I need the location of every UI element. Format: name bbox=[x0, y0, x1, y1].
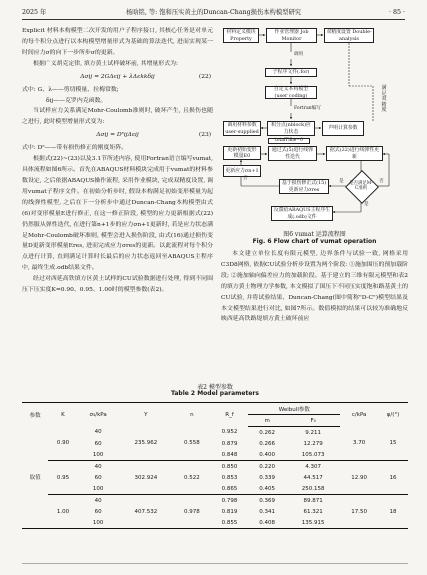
eq22-update-box: 据式(22)进行线弹性更新 bbox=[326, 146, 383, 161]
no-label: 否 bbox=[243, 176, 248, 181]
row-label-cell: 取值 bbox=[22, 427, 48, 529]
col-header-phi: φ/(°) bbox=[378, 403, 408, 427]
declare-params-box: 声明计算参数 bbox=[322, 121, 364, 136]
sigma3-cell: 40 bbox=[78, 461, 119, 473]
sigma3-cell: 40 bbox=[78, 495, 119, 507]
n-cell: 0.558 bbox=[183, 440, 200, 447]
no-label: 否 bbox=[379, 179, 384, 184]
rf-cell: 0.850 bbox=[211, 461, 249, 473]
update-initial-modulus-box: 更新初始变形模量E0 bbox=[223, 146, 261, 160]
rf-cell: 0.819 bbox=[221, 508, 238, 515]
f0-cell: 135.915 bbox=[286, 517, 340, 529]
col-header-n: n bbox=[173, 403, 211, 427]
f0-cell: 89.871 bbox=[286, 495, 340, 507]
y-cell: 302.924 bbox=[119, 461, 173, 495]
col-header-rf: R_f bbox=[211, 403, 249, 427]
f0-cell: 250.158 bbox=[301, 485, 325, 492]
rf-cell: 0.865 bbox=[221, 485, 238, 492]
m-cell: 0.405 bbox=[259, 485, 275, 492]
table-row bbox=[22, 495, 408, 507]
figure-caption-en: Fig. 6 Flow chart of vumat operation bbox=[252, 238, 377, 245]
paragraph: 式中: G、λ——剪切模量、拉梅常数; bbox=[22, 86, 119, 93]
col-header-f0: F₀ bbox=[286, 415, 340, 427]
sigma3-cell: 100 bbox=[92, 451, 104, 458]
equation-number: (22) bbox=[198, 73, 211, 80]
equation-text: Δσij = 2GΔεij + λΔεkkδij bbox=[80, 73, 155, 80]
col-header-m: m bbox=[248, 415, 286, 427]
k-cell: 0.95 bbox=[48, 461, 77, 495]
left-column bbox=[22, 26, 213, 296]
f0-cell: 9.211 bbox=[305, 429, 322, 436]
job-monitor-box: 作业管理器 Job Monitor bbox=[266, 28, 317, 43]
sigma3-cell: 60 bbox=[94, 440, 102, 447]
total-time-box: totalTime=0 bbox=[268, 138, 310, 144]
f0-cell: 61.321 bbox=[303, 508, 323, 515]
m-cell: 0.266 bbox=[259, 440, 275, 447]
col-header-c: c/kPa bbox=[340, 403, 378, 427]
figure-caption bbox=[221, 230, 408, 247]
sigma3-cell: 60 bbox=[94, 508, 102, 515]
col-header-weibull: Weibull参数 bbox=[248, 403, 340, 415]
header-title: 杨晗铭, 等: 饱和压实黄土的Duncan-Chang损伤本构模型研究 bbox=[125, 9, 302, 16]
col-header-param: 参数 bbox=[22, 403, 48, 427]
rf-cell: 0.798 bbox=[211, 495, 249, 507]
m-cell: 0.341 bbox=[259, 508, 275, 515]
double-precision-label: 满足双精度 bbox=[381, 85, 387, 114]
paragraph: 当试样应力关系满足Mohr-Coulomb准则时, 破坏产生, 且损伤也随之进行, 此时模型增量形式变为: bbox=[22, 108, 213, 126]
m-cell: 0.408 bbox=[248, 517, 286, 529]
f0-cell: 105.073 bbox=[301, 451, 325, 458]
right-body-text bbox=[221, 249, 408, 325]
fortran-label: Fortran编写 bbox=[294, 106, 321, 111]
page-bottom-rule bbox=[22, 563, 408, 564]
c-cell: 12.90 bbox=[340, 461, 378, 495]
model-parameters-table bbox=[22, 402, 408, 529]
rf-cell: 0.853 bbox=[221, 474, 238, 481]
phi-cell: 15 bbox=[389, 440, 397, 447]
subroutine-file-box: 子程序文件(.for) bbox=[265, 68, 317, 77]
table-caption-cn: 表2 模型参数 bbox=[197, 384, 233, 391]
c-cell: 3.70 bbox=[353, 440, 366, 447]
equation-text: Δσij = DᵉijΔεij bbox=[96, 132, 139, 139]
figure-caption-cn: 图6 vumat 运算流程图 bbox=[283, 231, 346, 238]
update-stress-box: 更新应力σn+1 bbox=[223, 165, 261, 177]
sigma3-cell: 100 bbox=[92, 485, 104, 492]
table-caption-en: Table 2 Model parameters bbox=[171, 390, 259, 397]
equation-22 bbox=[22, 71, 213, 84]
equation-23 bbox=[22, 129, 213, 142]
flowchart bbox=[221, 26, 408, 230]
rf-cell: 0.952 bbox=[221, 429, 238, 436]
damage-update-box: 基于损伤修正式(15)更新应力σres bbox=[279, 179, 329, 194]
paragraph: 式中: Dᵉ——带有损伤修正的刚度矩阵。 bbox=[22, 145, 128, 152]
col-header-k: K bbox=[48, 403, 77, 427]
material-definition-box: 材料定义模块 Property bbox=[223, 28, 259, 43]
rf-cell: 0.879 bbox=[221, 440, 238, 447]
paragraph: δij——克罗内克函数。 bbox=[46, 97, 107, 104]
paragraph: Explicit 材料本构模型二次开发的用户子程序接口, 其核心任务是对单元的每个积分点进行以本构模型增量形式为基础的算法迭代, 进而实现某一时间应力σ的向下一步所步σ的更新。 bbox=[22, 28, 213, 56]
yes-label: 是 bbox=[364, 202, 369, 207]
paragraph: 本文建立单位长度有限元模型, 边界条件与试验一致, 网格采用C3D8网格, 依据CU试验分析步设置为两个阶段: ①施加围压的预加载阶段; ②施加轴向偏差应力的加载阶段。基于建立的三维有限元模型和表2的填方黄土物理力学参数, 本文模拟了围压下不同压实度饱和路基黄土的CU试验, 并将试验结果、Duncan-Chang(图中简称"D-C")模型结果及本文模型结果进行对比, 如图7所示。数值模拟的结果可以较为准确地反映西延高铁路堤填方黄土破坏前应 bbox=[221, 251, 408, 323]
n-cell: 0.522 bbox=[173, 461, 211, 495]
header-year: 2025 年 bbox=[22, 9, 47, 16]
n-cell: 0.978 bbox=[173, 495, 211, 529]
material-param-box: 调用材料参数 user-supplied bbox=[223, 121, 261, 136]
col-header-y: Y bbox=[119, 403, 173, 427]
double-precision-box: 双精度设置 Double-analysis bbox=[324, 28, 374, 43]
m-cell: 0.220 bbox=[248, 461, 286, 473]
col-header-sigma3: σ₃/kPa bbox=[78, 403, 119, 427]
rf-cell: 0.855 bbox=[211, 517, 249, 529]
phi-cell: 18 bbox=[378, 495, 408, 529]
phi-cell: 16 bbox=[378, 461, 408, 495]
f0-cell: 44.517 bbox=[303, 474, 323, 481]
m-cell: 0.369 bbox=[248, 495, 286, 507]
m-cell: 0.262 bbox=[259, 429, 275, 436]
header-page-number: · 85 · bbox=[388, 9, 405, 16]
sigma3-cell: 60 bbox=[94, 474, 102, 481]
rf-cell: 0.848 bbox=[221, 451, 238, 458]
integration-point-box: 积分点(nblock)应力状态 bbox=[267, 121, 315, 136]
f0-cell: 4.307 bbox=[286, 461, 340, 473]
call-label: 调用 bbox=[294, 52, 304, 57]
linear-elastic-iteration-box: 通过式(5)进行线弹性迭代 bbox=[268, 146, 317, 161]
paragraph: 根据广义胡克定律, 填方黄土试样破坏前, 其增量形式为: bbox=[33, 60, 178, 67]
feedback-odb-box: 反馈给ABAQUS主程序生成(.odb)文件 bbox=[271, 206, 333, 221]
k-cell: 1.00 bbox=[48, 495, 77, 529]
paragraph: 根据式(22)~(23)以及3.1节所述内容, 使用Fortran语言编写vumat, 具体流程如图6所示。首先在ABAQUS材料模块完成用于vumat的材料参数设定, 之后依据ABAQUS操作流程, 采用作业模块, 完成双精度设置, 调用vumat子程序文件。在初始分析步时, 假设本构满足初始变形模量为起的线弹性模型, 之后在下一分析步中通过Duncan-Chang本构模型由式(6)对变形模量E进行修正, 在这一修正阶段, 模型的应力更新根据式(22)仍然服从弹性迭代, 在进行第n+1步的应力σn+1更新时, 若是应力状态满足Mohr-Coulomb破坏准则, 模型会进入损伤阶段, 由式(16)通过损伤变量D更新变形模量Eres, 进而完成应力σres的更新。以此流程对每个积分点进行计算, 直到满足计算时长最后的应力状态返回至ABAQUS主程序中, 最终生成.odb结果文件。 bbox=[22, 156, 213, 272]
sigma3-cell: 40 bbox=[94, 429, 102, 436]
f0-cell: 12.279 bbox=[303, 440, 323, 447]
m-cell: 0.400 bbox=[259, 451, 275, 458]
running-header bbox=[22, 7, 405, 20]
table-row bbox=[22, 461, 408, 473]
user-model-box: 自定义本构模型 (user coding) bbox=[265, 86, 317, 99]
table-row bbox=[22, 427, 408, 439]
yes-label: 是 bbox=[339, 179, 344, 184]
k-cell: 0.90 bbox=[56, 440, 70, 447]
y-cell: 235.962 bbox=[134, 440, 158, 447]
sigma3-cell: 100 bbox=[78, 517, 119, 529]
c-cell: 17.50 bbox=[340, 495, 378, 529]
equation-number: (23) bbox=[198, 132, 211, 139]
right-column bbox=[221, 26, 408, 325]
paragraph: 经过对西延高铁填方区黄土试样的CU试验数据进行处理, 得到不同围压下压实度K=0.90、0.95、1.00时的模型参数(表2)。 bbox=[22, 276, 213, 294]
y-cell: 407.532 bbox=[119, 495, 173, 529]
mc-criterion-label: 是否满足M-C准则 bbox=[349, 181, 373, 192]
m-cell: 0.339 bbox=[259, 474, 275, 481]
